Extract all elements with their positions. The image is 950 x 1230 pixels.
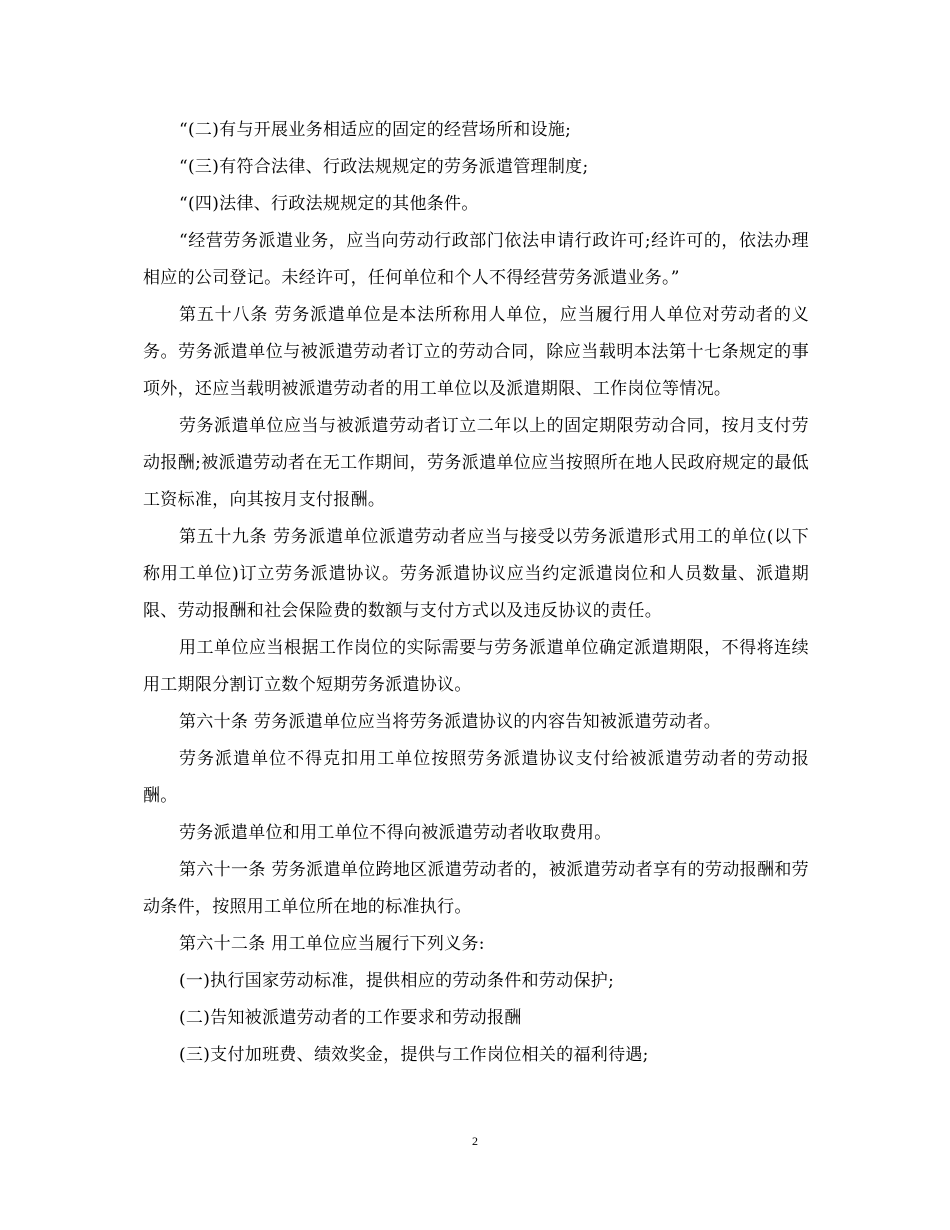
paragraph-obligation-2: (二)告知被派遣劳动者的工作要求和劳动报酬 [179,1008,522,1028]
paragraph-obligation-1: (一)执行国家劳动标准，提供相应的劳动条件和劳动保护; [179,971,615,991]
paragraph-article-62: 第六十二条 用工单位应当履行下列义务: [179,934,485,954]
paragraph-article-58-contract: 劳务派遣单位应当与被派遣劳动者订立二年以上的固定期限劳动合同，按月支付劳动报酬;被派遣劳动者在无工作期间，劳务派遣单位应当按照所在地人民政府规定的最低工资标准，向其按月支付报酬。 [143,416,809,510]
paragraph-article-59: 第五十九条 劳务派遣单位派遣劳动者应当与接受以劳务派遣形式用工的单位(以下称用工单位)订立劳务派遣协议。劳务派遣协议应当约定派遣岗位和人员数量、派遣期限、劳动报酬和社会保险费的数额与支付方式以及违反协议的责任。 [143,527,809,621]
page-number: 2 [472,1134,478,1148]
paragraph-article-60-fees: 劳务派遣单位和用工单位不得向被派遣劳动者收取费用。 [179,823,612,843]
paragraph-license: “经营劳务派遣业务，应当向劳动行政部门依法申请行政许可;经许可的，依法办理相应的公司登记。未经许可，任何单位和个人不得经营劳务派遣业务。” [143,231,809,288]
paragraph-clause-2: “(二)有与开展业务相适应的固定的经营场所和设施; [179,120,572,140]
paragraph-article-59-period: 用工单位应当根据工作岗位的实际需要与劳务派遣单位确定派遣期限，不得将连续用工期限分割订立数个短期劳务派遣协议。 [143,638,809,695]
paragraph-article-60-pay: 劳务派遣单位不得克扣用工单位按照劳务派遣协议支付给被派遣劳动者的劳动报酬。 [143,749,809,806]
paragraph-clause-3: “(三)有符合法律、行政法规规定的劳务派遣管理制度; [179,157,589,177]
paragraph-article-58: 第五十八条 劳务派遣单位是本法所称用人单位，应当履行用人单位对劳动者的义务。劳务派遣单位与被派遣劳动者订立的劳动合同，除应当载明本法第十七条规定的事项外，还应当载明被派遣劳动者的用工单位以及派遣期限、工作岗位等情况。 [143,305,809,399]
paragraph-clause-4: “(四)法律、行政法规规定的其他条件。 [179,194,479,214]
paragraph-article-61: 第六十一条 劳务派遣单位跨地区派遣劳动者的，被派遣劳动者享有的劳动报酬和劳动条件，按照用工单位所在地的标准执行。 [143,860,809,917]
paragraph-article-60: 第六十条 劳务派遣单位应当将劳务派遣协议的内容告知被派遣劳动者。 [179,712,722,732]
paragraph-obligation-3: (三)支付加班费、绩效奖金，提供与工作岗位相关的福利待遇; [179,1045,649,1065]
document-body [143,112,809,1074]
